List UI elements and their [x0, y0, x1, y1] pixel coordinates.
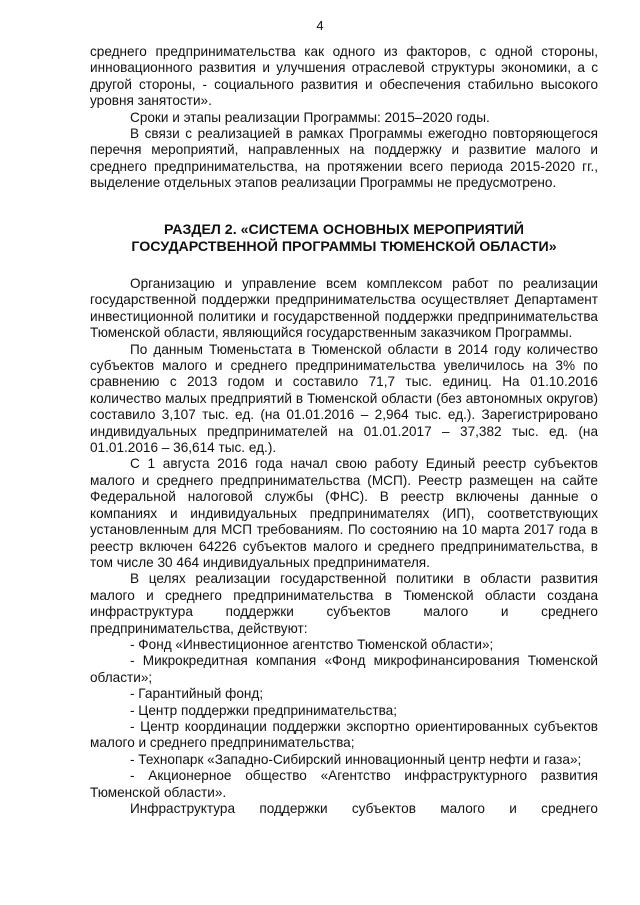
body-section	[90, 276, 598, 817]
list-item: - Акционерное общество «Агентство инфраструктурного развития Тюменской области».	[90, 768, 598, 800]
list-item: - Центр координации поддержки экспортно ориентированных субъектов малого и среднего предпринимательства;	[90, 718, 598, 751]
section-heading-line-1: РАЗДЕЛ 2. «СИСТЕМА ОСНОВНЫХ МЕРОПРИЯТИЙ	[163, 222, 524, 238]
list-item: - Центр поддержки предпринимательства;	[130, 702, 397, 718]
body-paragraph-registry: С 1 августа 2016 года начал свою работу Единый реестр субъектов малого и среднего предпринимательства (МСП). Реестр размещен на сайте Федеральной налоговой службы (ФНС). В реестр включены данные о компаниях и индивидуальных предпринимателях (ИП), соответствующих установленным для МСП требованиям. По состоянию на 10 марта 2017 года в реестр включен 64226 субъектов малого и среднего предпринимательства, в том числе 30 464 индивидуальных предпринимателя.	[90, 456, 598, 570]
intro-paragraph-terms: Сроки и этапы реализации Программы: 2015–2020 годы.	[130, 109, 490, 125]
body-paragraph-management: Организацию и управление всем комплексом работ по реализации государственной поддержки предпринимательства осуществляет Департамент инвестиционной политики и государственной поддержки предпринимательства Тюменской области, являющийся государственным заказчиком Программы.	[90, 276, 598, 341]
intro-section	[90, 44, 598, 192]
intro-paragraph-stages: В связи с реализацией в рамках Программы ежегодно повторяющегося перечня мероприятий, направленных на поддержку и развитие малого и среднего предпринимательства, на протяжении всего периода 2015-2020 гг., выделение отдельных этапов реализации Программы не предусмотрено.	[90, 126, 598, 191]
section-heading-line-2: ГОСУДАРСТВЕННОЙ ПРОГРАММЫ ТЮМЕНСКОЙ ОБЛАСТИ»	[131, 239, 557, 255]
body-paragraph-infrastructure: В целях реализации государственной политики в области развития малого и среднего предпринимательства в Тюменской области создана инфраструктура поддержки субъектов малого и среднего предпринимательства, действуют:	[90, 571, 598, 636]
list-item: - Фонд «Инвестиционное агентство Тюменской области»;	[130, 636, 494, 652]
intro-paragraph-continuation: среднего предпринимательства как одного из факторов, с одной стороны, инновационного развития и улучшения отраслевой структуры экономики, а с другой стороны, - социального развития и обеспечения стабильно высокого уровня занятости».	[90, 44, 598, 109]
page-number: 4	[316, 18, 324, 33]
list-item: - Технопарк «Западно-Сибирский инновационный центр нефти и газа»;	[130, 751, 582, 767]
list-item: - Микрокредитная компания «Фонд микрофинансирования Тюменской области»;	[90, 653, 598, 685]
closing-paragraph: Инфраструктура поддержки субъектов малого и среднего	[130, 801, 598, 816]
body-paragraph-statistics: По данным Тюменьстата в Тюменской области в 2014 году количество субъектов малого и среднего предпринимательства увеличилось на 3% по сравнению с 2013 годом и составило 71,7 тыс. единиц. На 01.10.2016 количество малых предприятий в Тюменской области (без автономных округов) составило 3,107 тыс. ед. (на 01.01.2016 – 2,964 тыс. ед.). Зарегистрировано индивидуальных предпринимателей на 01.01.2017 – 37,382 тыс. ед. (на 01.01.2016 – 36,614 тыс. ед.).	[90, 341, 598, 456]
list-item: - Гарантийный фонд;	[130, 686, 264, 702]
section-heading	[90, 222, 598, 256]
infrastructure-list	[90, 637, 598, 801]
